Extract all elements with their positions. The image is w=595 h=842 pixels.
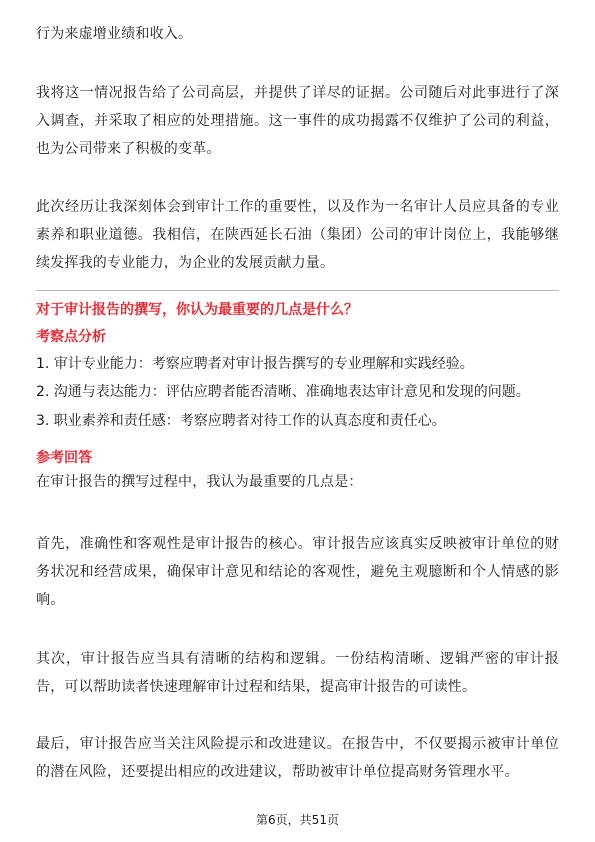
- interview-question: 对于审计报告的撰写，你认为最重要的几点是什么？: [36, 302, 358, 318]
- paragraph-continuation: 行为来虚增业绩和收入。: [36, 26, 193, 42]
- analysis-item: 3. 职业素养和责任感：考察应聘者对待工作的认真态度和责任心。: [36, 413, 446, 429]
- answer-paragraph-second: 其次，审计报告应当具有清晰的结构和逻辑。一份结构清晰、逻辑严密的审计报告，可以帮助读者快速理解审计过程和结果，提高审计报告的可读性。: [36, 651, 559, 695]
- analysis-label: 考察点分析: [36, 329, 106, 345]
- page-number-footer: 第6页，共51页: [256, 813, 339, 827]
- analysis-item: 2. 沟通与表达能力：评估应聘者能否清晰、准确地表达审计意见和发现的问题。: [36, 384, 530, 400]
- section-divider: [36, 290, 559, 291]
- answer-paragraph-first: 首先，准确性和客观性是审计报告的核心。审计报告应该真实反映被审计单位的财务状况和经营成果，确保审计意见和结论的客观性，避免主观臆断和个人情感的影响。: [36, 536, 559, 608]
- answer-intro: 在审计报告的撰写过程中，我认为最重要的几点是：: [36, 474, 363, 490]
- answer-label: 参考回答: [36, 450, 92, 466]
- answer-paragraph-last: 最后，审计报告应当关注风险提示和改进建议。在报告中，不仅要揭示被审计单位的潜在风险，还要提出相应的改进建议，帮助被审计单位提高财务管理水平。: [36, 736, 559, 780]
- paragraph-report-to-management: 我将这一情况报告给了公司高层，并提供了详尽的证据。公司随后对此事进行了深入调查，并采取了相应的处理措施。这一事件的成功揭露不仅维护了公司的利益，也为公司带来了积极的变革。: [36, 85, 559, 157]
- analysis-item: 1. 审计专业能力：考察应聘者对审计报告撰写的专业理解和实践经验。: [36, 356, 474, 372]
- paragraph-experience-reflection: 此次经历让我深刻体会到审计工作的重要性，以及作为一名审计人员应具备的专业素养和职业道德。我相信，在陕西延长石油（集团）公司的审计岗位上，我能够继续发挥我的专业能力，为企业的发展贡献力量。: [36, 199, 559, 271]
